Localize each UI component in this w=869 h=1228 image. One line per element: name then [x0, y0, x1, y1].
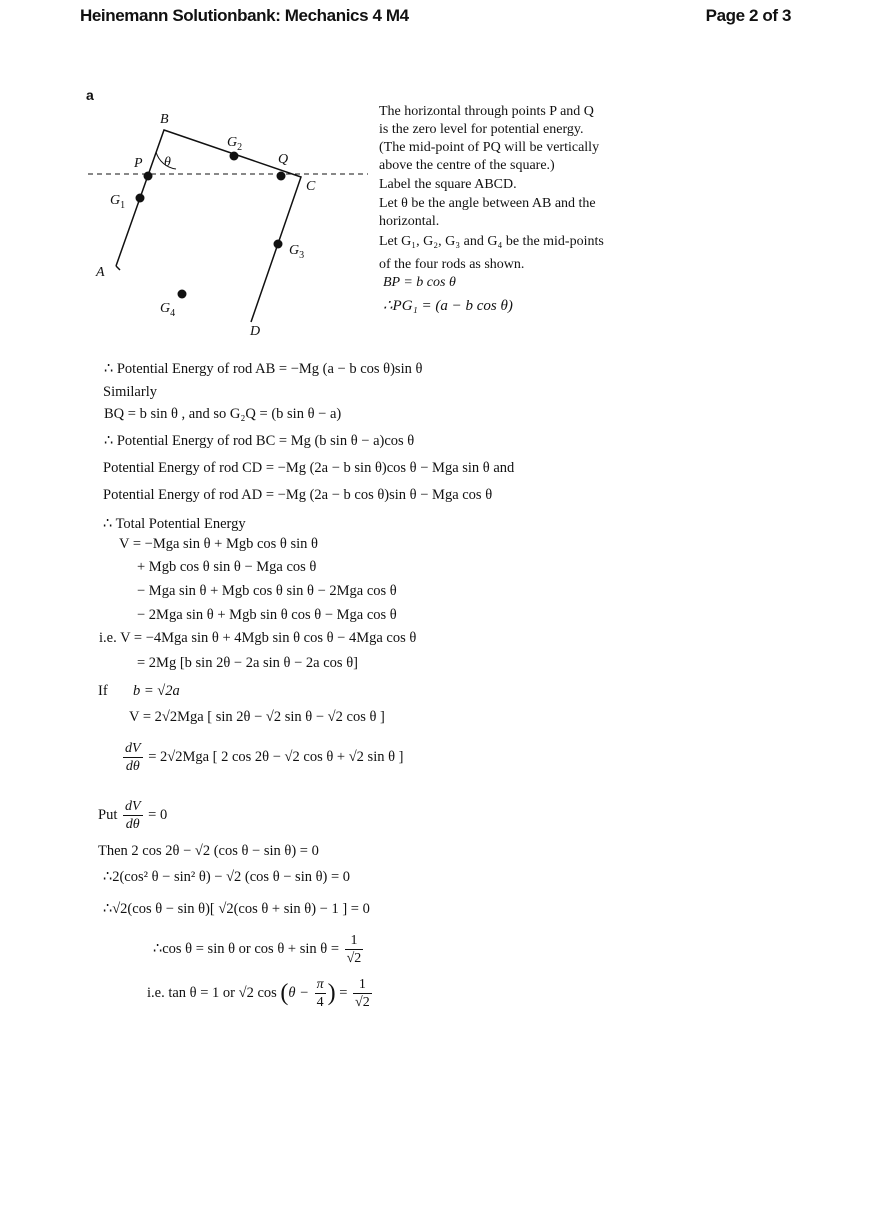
v-line-2: + Mgb cos θ sin θ − Mga cos θ — [137, 559, 317, 575]
note-11: ∴PG₁ = (a − b cos θ) — [383, 298, 513, 314]
put-fraction: $\frac{dV}{d\theta}$ — [124, 799, 141, 832]
v-line-3: − Mga sin θ + Mgb cos θ sin θ − 2Mga cos θ — [137, 583, 397, 599]
one-over-root2-a: $\frac{1}{√2}$ — [346, 933, 362, 966]
note-4: above the centre of the square.) — [379, 158, 555, 173]
label-g4: $G_4$ — [160, 301, 176, 319]
solution-step-1 — [153, 932, 365, 967]
label-d: D — [250, 324, 261, 339]
if-condition: b = √2a — [133, 683, 180, 699]
point-q — [277, 172, 286, 181]
document-title: Heinemann Solutionbank: Mechanics 4 M4 — [80, 6, 409, 25]
if-label: If — [98, 683, 108, 699]
label-theta: θ — [164, 155, 171, 170]
factor-step-1: ∴2(cos² θ − sin² θ) − √2 (cos θ − sin θ) = 0 — [103, 869, 351, 885]
bq-line: BQ = b sin θ , and so G₂Q = (b sin θ − a) — [104, 406, 342, 422]
note-7: horizontal. — [379, 214, 440, 229]
solution-step-1-left: ∴cos θ = sin θ or cos θ + sin θ = — [153, 940, 339, 957]
v-substituted: V = 2√2Mga [ sin 2θ − √2 sin θ − √2 cos θ ] — [129, 709, 385, 725]
square-rods-diagram — [85, 105, 375, 345]
pe-rod-bc: ∴ Potential Energy of rod BC = Mg (b sin θ − a)cos θ — [104, 433, 415, 449]
label-p: P — [134, 156, 143, 171]
put-line — [98, 798, 167, 833]
put-rhs: = 0 — [148, 806, 168, 823]
v-line-4: − 2Mga sin θ + Mgb sin θ cos θ − Mga cos θ — [137, 607, 397, 623]
one-over-root2-b: $\frac{1}{√2}$ — [355, 977, 370, 1010]
similarly-label: Similarly — [103, 384, 157, 400]
dv-dtheta-fraction: $\frac{dV}{d\theta}$ — [125, 741, 141, 774]
ie-line-1: i.e. V = −4Mga sin θ + 4Mgb sin θ cos θ − 4Mga cos θ — [99, 630, 417, 646]
label-a: A — [96, 265, 105, 280]
point-p — [144, 172, 153, 181]
label-g3: $G_3$ — [289, 243, 305, 261]
part-label: a — [86, 87, 94, 103]
midpoint-g4 — [178, 290, 187, 299]
note-1: The horizontal through points P and Q — [379, 104, 594, 119]
v-line-1: V = −Mga sin θ + Mgb cos θ sin θ — [119, 536, 318, 552]
midpoint-g3 — [274, 240, 283, 249]
ie-line-2: = 2Mg [b sin 2θ − 2a sin θ − 2a cos θ] — [137, 655, 358, 671]
pe-rod-ab: ∴ Potential Energy of rod AB = −Mg (a − b cos θ)sin θ — [104, 361, 423, 377]
note-5: Label the square ABCD. — [379, 177, 517, 192]
dv-dtheta-rhs: = 2√2Mga [ 2 cos 2θ − √2 cos θ + √2 sin θ ] — [148, 748, 404, 765]
note-6: Let θ be the angle between AB and the — [379, 196, 596, 211]
pe-rod-ad: Potential Energy of rod AD = −Mg (2a − b cos θ)sin θ − Mga cos θ — [103, 487, 493, 503]
solution-step-2-left: i.e. tan θ = 1 or √2 cos — [147, 984, 277, 1001]
equals-sign: = — [339, 984, 348, 1001]
square-abcd — [116, 130, 301, 322]
label-g2: $G_2$ — [227, 135, 243, 153]
note-8: Let G₁, G₂, G₃ and G₄ be the mid-points — [379, 234, 604, 249]
pi-over-four: $\frac{\pi}{4}$ — [316, 977, 324, 1010]
factor-step-2: ∴√2(cos θ − sin θ)[ √2(cos θ + sin θ) − 1 ] = 0 — [103, 901, 370, 917]
midpoint-g1 — [136, 194, 145, 203]
page-number: Page 2 of 3 — [705, 6, 791, 25]
total-pe-label: ∴ Total Potential Energy — [103, 516, 246, 532]
label-b: B — [160, 112, 169, 127]
cos-argument: θ − — [288, 984, 309, 1001]
pe-rod-cd: Potential Energy of rod CD = −Mg (2a − b sin θ)cos θ − Mga sin θ and — [103, 460, 515, 476]
note-10: BP = b cos θ — [383, 275, 456, 290]
dv-dtheta-line — [121, 740, 404, 775]
label-c: C — [306, 179, 316, 194]
label-g1: $G_1$ — [110, 193, 126, 211]
note-3: (The mid-point of PQ will be vertically — [379, 140, 600, 155]
label-q: Q — [278, 152, 289, 167]
put-label: Put — [98, 806, 118, 823]
note-2: is the zero level for potential energy. — [379, 122, 584, 137]
then-line: Then 2 cos 2θ − √2 (cos θ − sin θ) = 0 — [98, 843, 319, 859]
note-9: of the four rods as shown. — [379, 257, 525, 272]
solution-step-2: i.e. tan θ = 1 or √2 cos (θ − $\frac{\pi}{4}$ ) = $\frac{1}{√2}$ — [147, 977, 370, 1010]
